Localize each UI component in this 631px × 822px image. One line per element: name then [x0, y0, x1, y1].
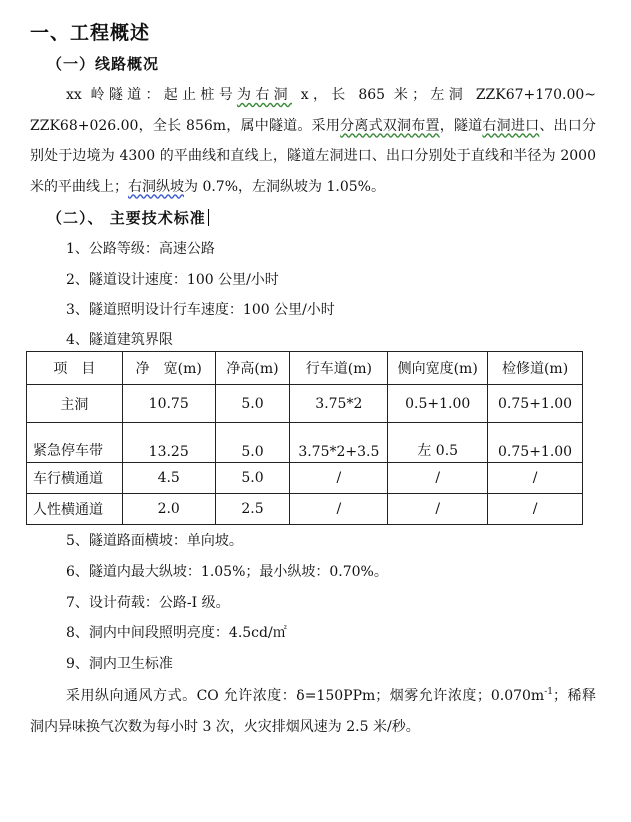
table-header-cell: 项 目 [27, 352, 123, 385]
table-row [27, 423, 583, 463]
para-text: 、出口分别处于边境为 4300 的平曲线和直线上，隧道左洞进口、出口分别处于直线和半径为 2000 米的平曲线上； [30, 117, 597, 195]
heading-project-overview: 一、工程概述 [30, 22, 151, 44]
table-cell: 0.75+1.00 [488, 385, 583, 423]
table-cell: 2.5 [215, 494, 290, 525]
section-title-text: （二）、 主要技术标准 [47, 209, 206, 227]
section-technical-standards-title[interactable] [47, 207, 209, 228]
standard-item: 2、隧道设计速度：100 公里/小时 [66, 272, 279, 288]
para-text-marked: 右洞进口 [482, 117, 540, 134]
standard-item: 5、隧道路面横坡：单向坡。 [66, 533, 243, 549]
para-superscript: -1 [544, 687, 553, 697]
ventilation-paragraph [30, 677, 596, 742]
table-header-cell: 检修道(m) [488, 352, 583, 385]
para-text: x，长 865 米；左洞 ZZK67+170.00 [291, 87, 585, 103]
table-cell: / [488, 494, 583, 525]
table-cell: 主洞 [27, 385, 123, 423]
table-cell: / [290, 463, 388, 494]
para-text-marked: 为右洞 [237, 87, 292, 103]
table-cell: 0.75+1.00 [488, 423, 583, 463]
para-text: 采用纵向通风方式。CO 允许浓度：δ=150PPm；烟雾允许浓度；0.070m [66, 688, 545, 704]
table-cell: 3.75*2+3.5 [290, 423, 388, 463]
tunnel-clearance-table [26, 351, 583, 525]
standard-item: 3、隧道照明设计行车速度：100 公里/小时 [66, 302, 335, 318]
table-cell: 5.0 [215, 385, 290, 423]
standard-item: 4、隧道建筑界限 [66, 332, 173, 348]
para-text: 为 0.7%，左洞纵坡为 1.05%。 [184, 178, 385, 195]
table-cell: 左 0.5 [388, 423, 488, 463]
table-cell: / [488, 463, 583, 494]
table-header-row [27, 352, 583, 385]
table-cell: 5.0 [215, 463, 290, 494]
table-cell: 紧急停车带 [27, 423, 123, 463]
table-row [27, 494, 583, 525]
table-row [27, 385, 583, 423]
standard-item: 7、设计荷载：公路-I 级。 [66, 595, 230, 611]
standard-item: 9、洞内卫生标准 [66, 656, 173, 672]
table-cell: 3.75*2 [290, 385, 388, 423]
standard-item: 1、公路等级：高速公路 [66, 241, 215, 257]
table-header-cell: 行车道(m) [290, 352, 388, 385]
table-row [27, 463, 583, 494]
table-header-cell: 侧向宽度(m) [388, 352, 488, 385]
table-cell: 人性横通道 [27, 494, 123, 525]
route-overview-paragraph [30, 80, 596, 202]
table-cell: / [290, 494, 388, 525]
table-header-cell: 净高(m) [215, 352, 290, 385]
text-cursor [208, 209, 209, 226]
table-cell: / [388, 463, 488, 494]
table-cell: 5.0 [215, 423, 290, 463]
para-text: ；稀释洞内异味换气次数为每小时 3 次，火灾排烟风速为 2.5 米/秒。 [30, 688, 597, 735]
para-text: ，隧道 [439, 117, 483, 134]
standard-item: 6、隧道内最大纵坡：1.05%；最小纵坡：0.70%。 [66, 564, 388, 580]
table-cell: / [388, 494, 488, 525]
table-cell: 2.0 [122, 494, 215, 525]
table-cell: 13.25 [122, 423, 215, 463]
para-text: ~ ZZK68+026.00，全长 856m，属中隧道。采用 [30, 87, 596, 134]
section-route-overview-title: （一）线路概况 [47, 55, 160, 73]
table-header-cell: 净 宽(m) [122, 352, 215, 385]
table-cell: 0.5+1.00 [388, 385, 488, 423]
para-text-marked: 右洞纵坡 [128, 178, 184, 195]
para-text: xx 岭隧道：起止桩号 [66, 87, 238, 103]
table-cell: 10.75 [122, 385, 215, 423]
para-text-marked: 分离式双洞布置 [340, 117, 440, 134]
table-cell: 车行横通道 [27, 463, 123, 494]
standard-item: 8、洞内中间段照明亮度：4.5cd/㎡ [66, 625, 287, 641]
table-cell: 4.5 [122, 463, 215, 494]
